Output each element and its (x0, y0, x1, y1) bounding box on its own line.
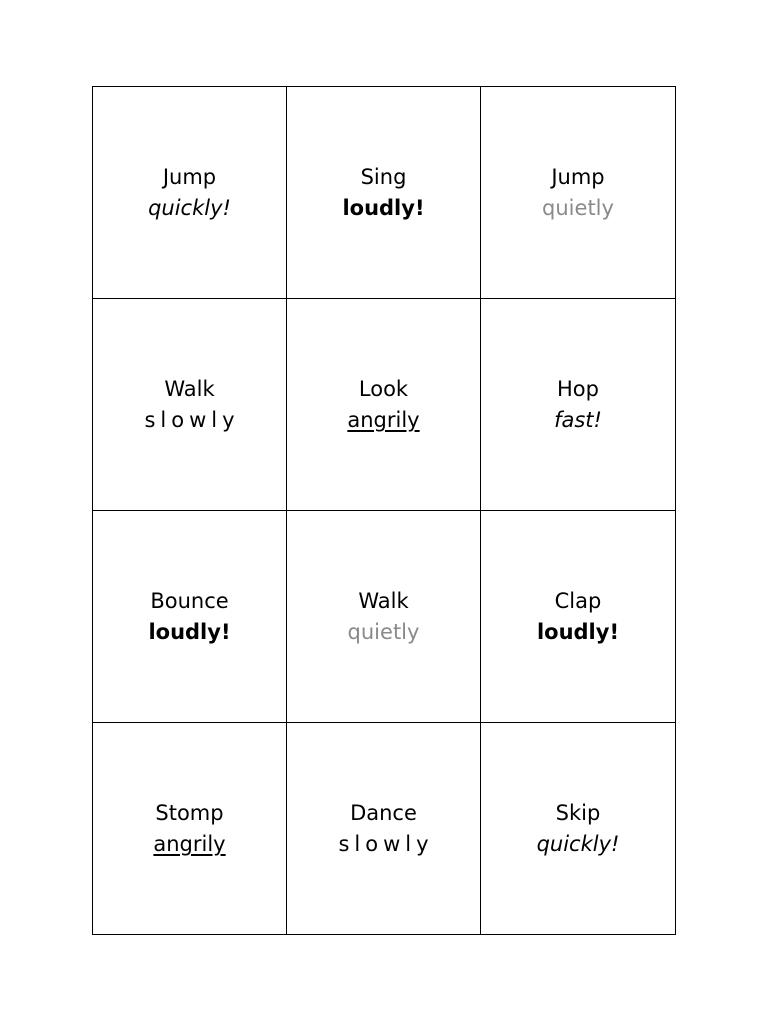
action-card (481, 87, 675, 299)
card-adverb: fast! (554, 408, 602, 432)
card-adverb: quietly (347, 620, 420, 644)
card-adverb: quickly! (536, 832, 620, 856)
action-card (287, 299, 481, 511)
action-card (287, 87, 481, 299)
card-adverb: loudly! (342, 196, 425, 220)
card-adverb: loudly! (536, 620, 620, 644)
card-verb: Bounce (150, 589, 229, 613)
action-card (93, 511, 287, 723)
action-card (93, 723, 287, 934)
card-adverb: quietly (542, 196, 614, 220)
card-adverb: quickly! (148, 196, 231, 220)
action-card (287, 723, 481, 934)
action-card (93, 87, 287, 299)
card-adverb: slowly (338, 832, 434, 856)
card-adverb: angrily (153, 832, 226, 856)
card-verb: Clap (554, 589, 602, 613)
action-card (481, 299, 675, 511)
card-verb: Dance (350, 801, 417, 825)
action-card (481, 723, 675, 934)
card-verb: Jump (162, 165, 217, 189)
card-verb: Skip (555, 801, 601, 825)
card-adverb: angrily (347, 408, 420, 432)
card-verb: Stomp (155, 801, 224, 825)
card-verb: Jump (551, 165, 605, 189)
card-verb: Walk (164, 377, 215, 401)
card-verb: Sing (360, 165, 407, 189)
card-verb: Walk (358, 589, 409, 613)
action-card (481, 511, 675, 723)
card-adverb: slowly (144, 408, 240, 432)
card-adverb: loudly! (148, 620, 231, 644)
card-verb: Look (358, 377, 409, 401)
action-card-grid (92, 86, 676, 935)
action-card (287, 511, 481, 723)
card-verb: Hop (557, 377, 599, 401)
action-card (93, 299, 287, 511)
